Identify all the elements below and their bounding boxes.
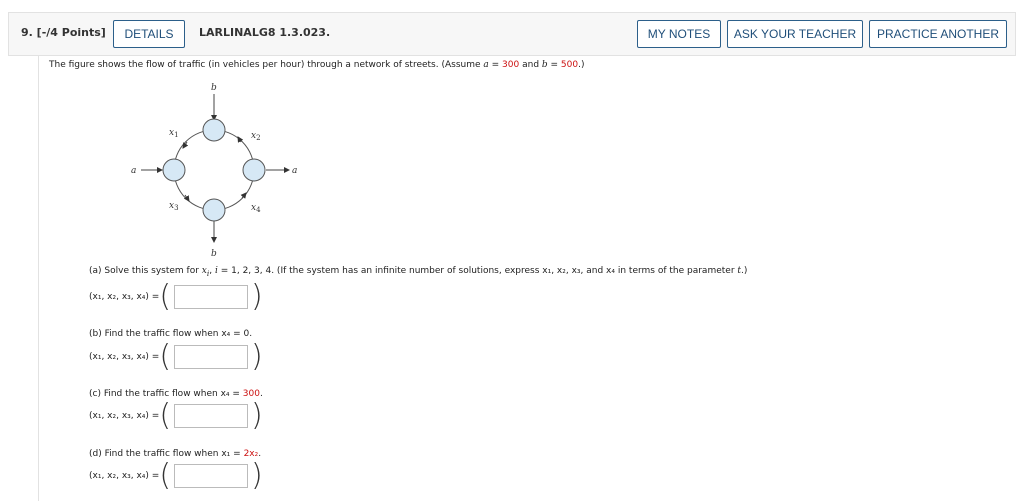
part-c-answer: (x₁, x₂, x₃, x₄) = ( ) bbox=[89, 398, 263, 433]
question-number: 9. [-/4 Points] bbox=[21, 26, 106, 39]
question-header bbox=[8, 12, 1016, 56]
traffic-network-figure bbox=[129, 80, 319, 260]
label-b-top: b bbox=[211, 83, 217, 93]
details-button[interactable]: DETAILS bbox=[113, 20, 185, 48]
label-a-left: a bbox=[131, 166, 137, 176]
label-b-bottom: b bbox=[211, 249, 217, 259]
question-body bbox=[38, 56, 1016, 501]
a-value: 300 bbox=[502, 60, 520, 70]
part-d-answer-input[interactable] bbox=[174, 464, 248, 488]
part-d-question: (d) Find the traffic flow when x₁ = 2x₂. bbox=[89, 449, 262, 459]
my-notes-button[interactable]: MY NOTES bbox=[637, 20, 721, 48]
part-b-question: (b) Find the traffic flow when x₄ = 0. bbox=[89, 329, 253, 339]
part-a-answer-input[interactable] bbox=[174, 285, 248, 309]
part-a-question: (a) Solve this system for $x_i$, i = 1, 2, 3, 4. (If the system has an infinite number of solutions, express x₁, x₂, x₃, and x₄ in terms of the parameter t.) bbox=[89, 266, 748, 278]
label-x3: $x_3$ bbox=[169, 201, 179, 212]
problem-statement: The figure shows the flow of traffic (in vehicles per hour) through a network of streets. (Assume a = 300 and b = 500.) bbox=[49, 60, 585, 70]
part-c-question: (c) Find the traffic flow when x₄ = 300. bbox=[89, 389, 263, 399]
problem-code: LARLINALG8 1.3.023. bbox=[199, 26, 331, 39]
part-b-answer: (x₁, x₂, x₃, x₄) = ( ) bbox=[89, 339, 263, 374]
intersection-right bbox=[243, 159, 265, 181]
b-value: 500 bbox=[560, 60, 579, 70]
part-a-answer: (x₁, x₂, x₃, x₄) = ( ) bbox=[89, 279, 263, 314]
ask-teacher-button[interactable]: ASK YOUR TEACHER bbox=[727, 20, 863, 48]
intersection-left bbox=[163, 159, 185, 181]
label-x2: $x_2$ bbox=[251, 131, 261, 142]
part-b-answer-input[interactable] bbox=[174, 345, 248, 369]
label-x1: $x_1$ bbox=[169, 128, 179, 139]
part-d-answer: (x₁, x₂, x₃, x₄) = ( ) bbox=[89, 458, 263, 493]
part-c-answer-input[interactable] bbox=[174, 404, 248, 428]
label-a-right: a bbox=[292, 166, 298, 176]
label-x4: $x_4$ bbox=[251, 203, 261, 214]
practice-another-button[interactable]: PRACTICE ANOTHER bbox=[869, 20, 1007, 48]
intersection-bottom bbox=[203, 199, 225, 221]
intersection-top bbox=[203, 119, 225, 141]
